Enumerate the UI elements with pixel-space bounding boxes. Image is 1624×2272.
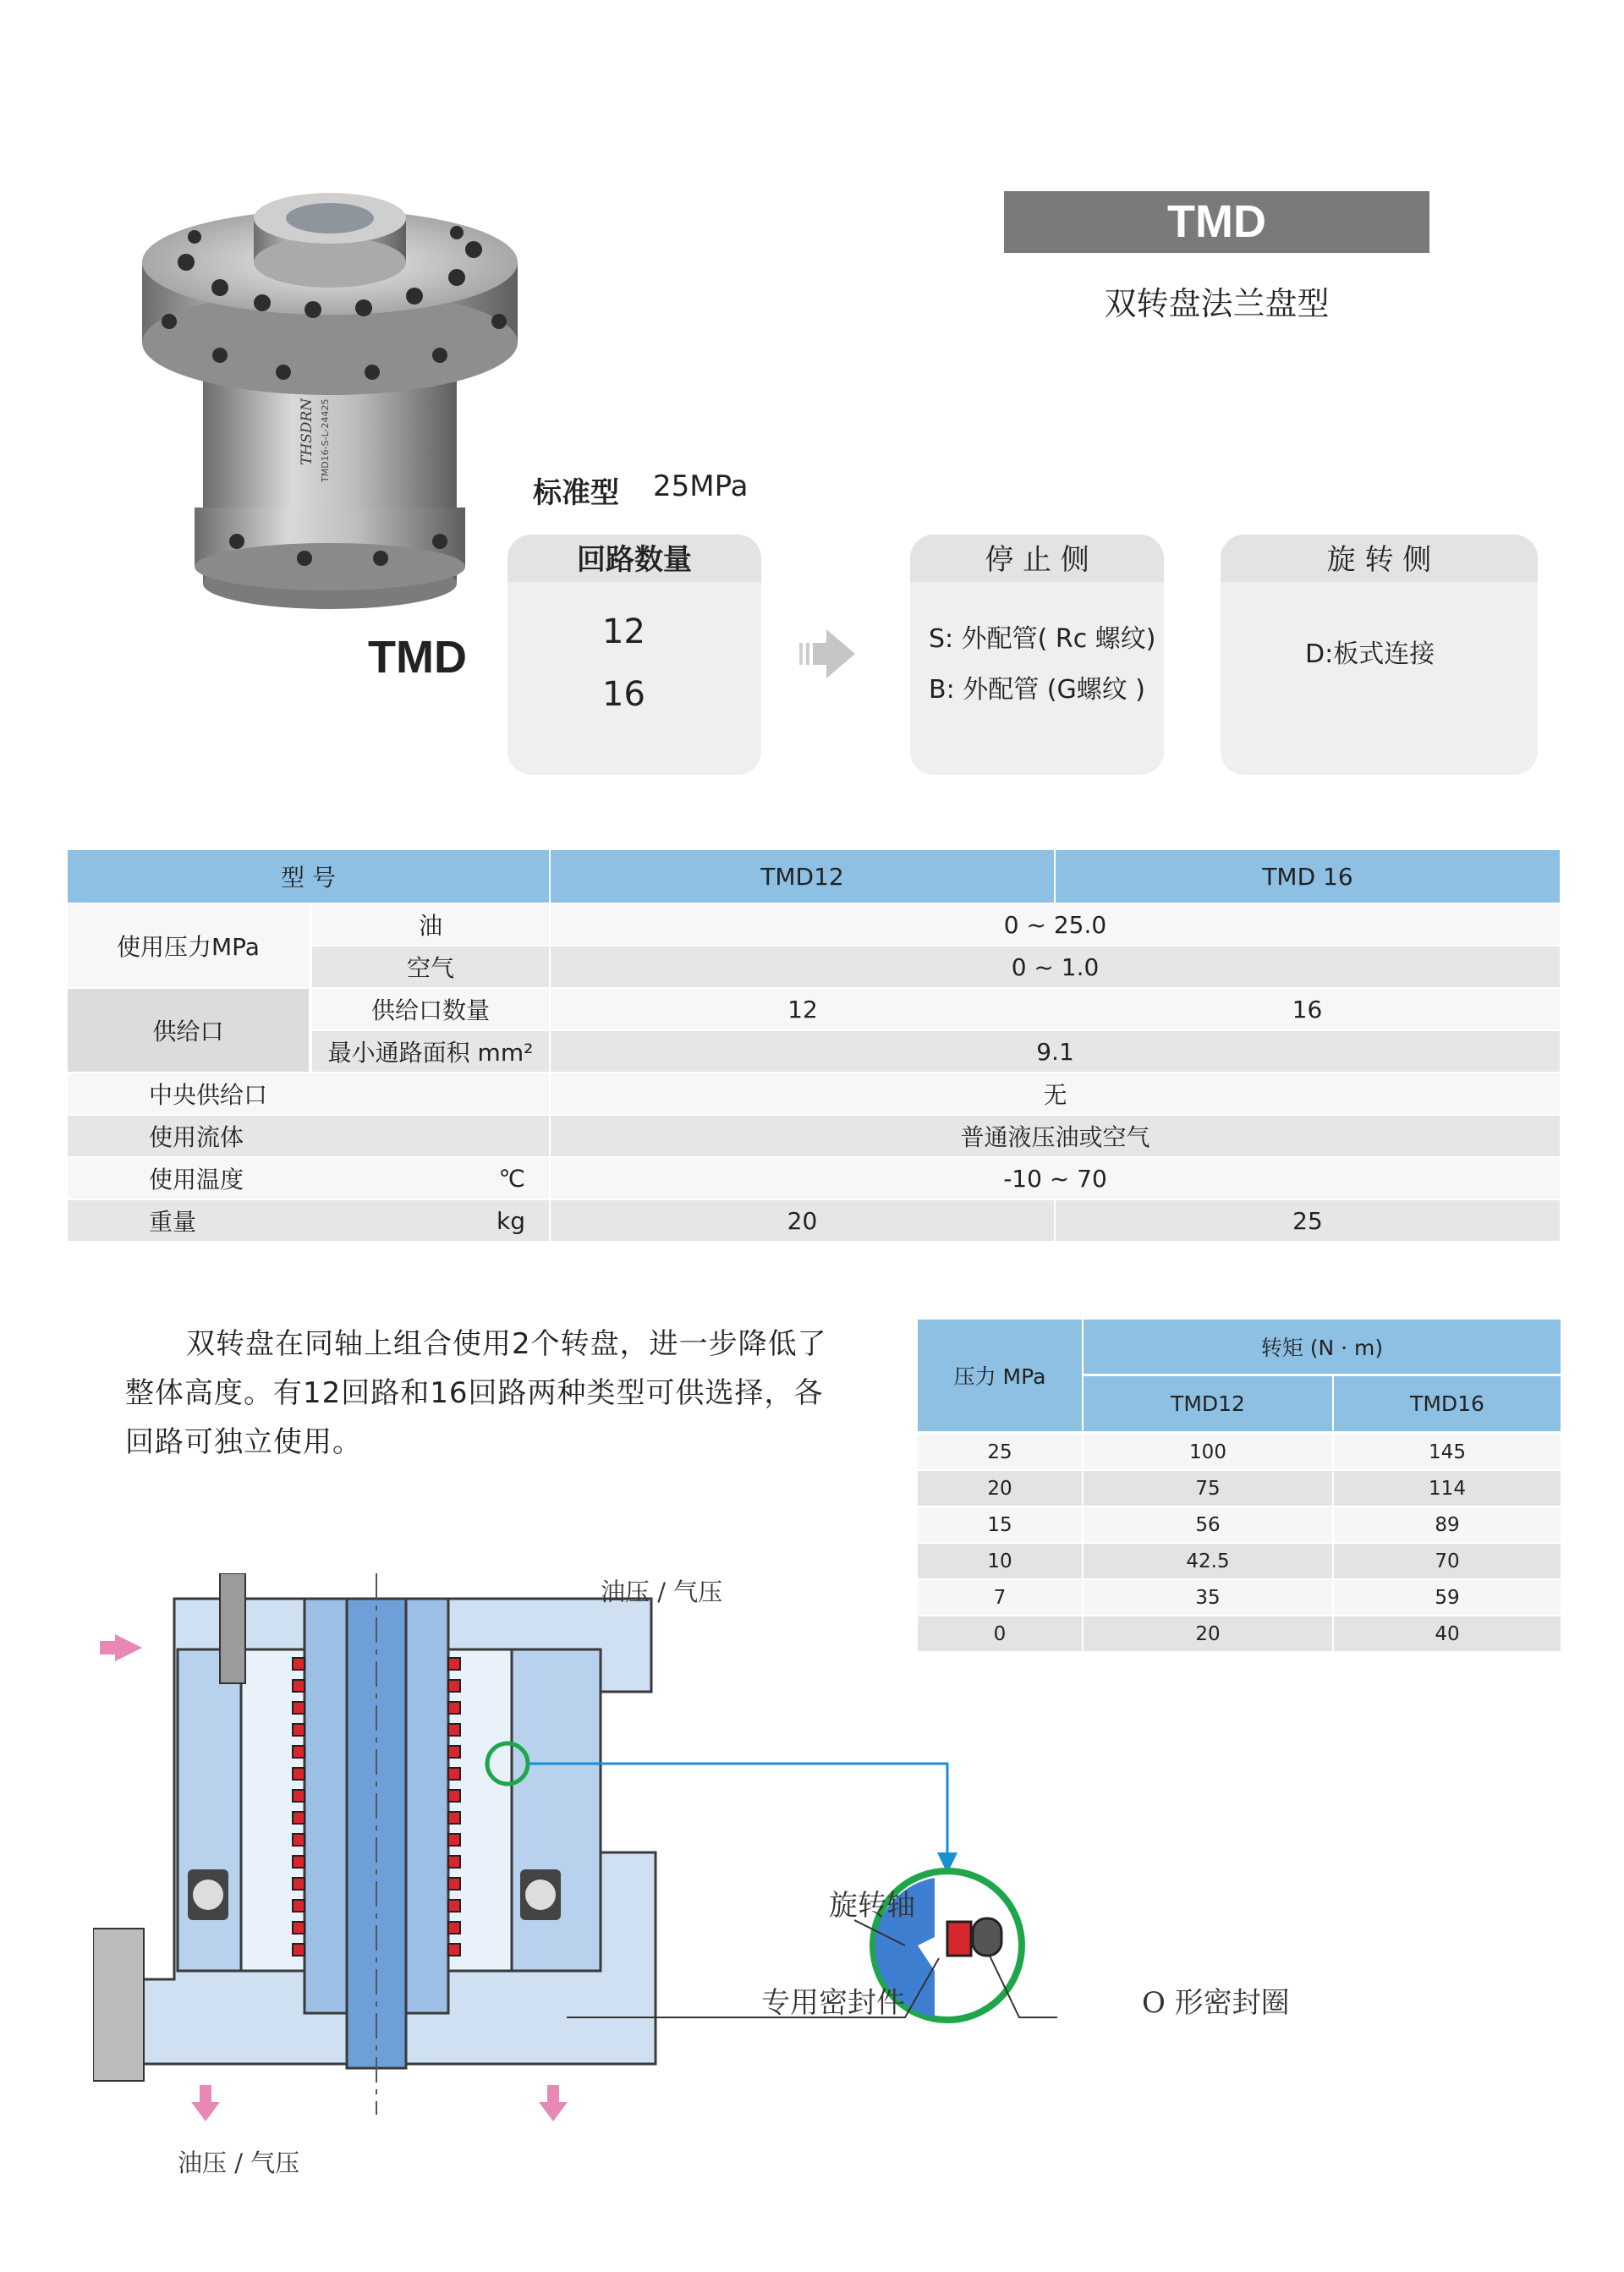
- torque-pressure-cell: 7: [918, 1579, 1083, 1616]
- model-col-tmd12: TMD12: [550, 850, 1055, 903]
- torque-tmd16-cell: 145: [1333, 1433, 1561, 1470]
- supply-count-tmd12: 12: [550, 988, 1055, 1030]
- seal-mark: [293, 1922, 304, 1934]
- circuit-option-12: 12: [602, 612, 645, 651]
- table-row: [918, 1433, 1561, 1470]
- model-col-tmd16: TMD 16: [1055, 850, 1560, 903]
- outlet-arrow-right-icon: [539, 2085, 568, 2121]
- product-code-banner: TMD: [1004, 191, 1429, 253]
- rotating-side-title: 旋 转 侧: [1221, 535, 1538, 582]
- stop-option-b: B: 外配管 (G螺纹 ): [929, 675, 1145, 705]
- seal-mark: [293, 1944, 304, 1956]
- arrow-right-icon: [799, 624, 859, 687]
- spec-table: [68, 850, 1560, 1243]
- stop-option-s: S: 外配管( Rc 螺纹): [929, 624, 1156, 654]
- seal-mark: [448, 1790, 460, 1802]
- weight-label: 重量: [68, 1199, 310, 1242]
- torque-tmd12-cell: 42.5: [1083, 1543, 1333, 1579]
- standard-type-label: 标准型: [533, 476, 619, 510]
- torque-tmd12-cell: 56: [1083, 1506, 1333, 1543]
- torque-tmd16-cell: 59: [1333, 1579, 1561, 1616]
- fluid-label: 使用流体: [68, 1115, 550, 1157]
- seal-mark: [448, 1680, 460, 1692]
- min-area-label: 最小通路面积 mm²: [310, 1030, 550, 1073]
- table-row: [68, 1157, 1560, 1199]
- seal-mark: [293, 1856, 304, 1868]
- supply-count-tmd16: 16: [1055, 988, 1560, 1030]
- table-row: [68, 988, 1560, 1030]
- fluid-value: 普通液压油或空气: [550, 1115, 1560, 1157]
- seal-mark: [448, 1856, 460, 1868]
- supply-count-label: 供给口数量: [310, 988, 550, 1030]
- table-row: [68, 903, 1560, 946]
- seal-mark: [448, 1944, 460, 1956]
- rotating-shaft-label: 旋转轴: [829, 1889, 915, 1923]
- rotate-option-d: D:板式连接: [1305, 639, 1435, 669]
- seal-mark: [293, 1900, 304, 1912]
- seal-mark: [448, 1768, 460, 1780]
- torque-tmd16-cell: 89: [1333, 1506, 1561, 1543]
- part-number: TMD16-S-L-24425: [320, 398, 331, 482]
- seal-mark: [448, 1702, 460, 1714]
- torque-pressure-cell: 15: [918, 1506, 1083, 1543]
- model-header: 型 号: [68, 850, 550, 903]
- seal-mark: [293, 1702, 304, 1714]
- pressure-label: 使用压力MPa: [68, 903, 310, 988]
- seal-mark: [448, 1812, 460, 1824]
- standard-pressure: 25MPa: [653, 469, 749, 503]
- temperature-value: -10 ~ 70: [550, 1157, 1560, 1199]
- seal-mark: [293, 1658, 304, 1670]
- spec-header-row: [68, 850, 1560, 903]
- seal-mark: [293, 1724, 304, 1736]
- seal-mark: [448, 1900, 460, 1912]
- table-row: [918, 1470, 1561, 1506]
- cross-section-diagram: [93, 1573, 1362, 2182]
- circuit-count-box: [508, 535, 761, 775]
- seal-mark: [448, 1922, 460, 1934]
- torque-header: 转矩 (N · m): [1083, 1320, 1561, 1375]
- torque-pressure-cell: 25: [918, 1433, 1083, 1470]
- torque-tmd12-cell: 20: [1083, 1616, 1333, 1652]
- seal-mark: [293, 1834, 304, 1846]
- torque-pressure-cell: 10: [918, 1543, 1083, 1579]
- central-port-label: 中央供给口: [68, 1073, 550, 1115]
- circuit-count-title: 回路数量: [508, 535, 761, 582]
- central-port-value: 无: [550, 1073, 1560, 1115]
- circuit-option-16: 16: [602, 675, 645, 714]
- seal-mark: [448, 1658, 460, 1670]
- table-row: [68, 1073, 1560, 1115]
- seal-mark: [293, 1878, 304, 1890]
- medium-air: 空气: [310, 946, 550, 988]
- outlet-label: 油压 / 气压: [178, 2149, 300, 2177]
- seal-mark: [293, 1768, 304, 1780]
- seal-mark: [448, 1878, 460, 1890]
- rotating-side-box: [1221, 535, 1538, 775]
- torque-tmd16-cell: 40: [1333, 1616, 1561, 1652]
- medium-oil: 油: [310, 903, 550, 946]
- torque-tmd12-cell: 75: [1083, 1470, 1333, 1506]
- torque-pressure-cell: 20: [918, 1470, 1083, 1506]
- seal-mark: [293, 1790, 304, 1802]
- seal-mark: [293, 1680, 304, 1692]
- table-row: [68, 1115, 1560, 1157]
- seal-mark: [448, 1746, 460, 1758]
- pressure-col-header: 压力 MPa: [918, 1320, 1083, 1433]
- model-code: TMD: [368, 632, 467, 683]
- weight-tmd16: 25: [1055, 1199, 1560, 1242]
- brand-mark: THSDRN: [299, 398, 315, 465]
- cross-section-drawing: [93, 1573, 1362, 2182]
- table-row: [68, 1199, 1560, 1242]
- product-photo: [135, 169, 524, 609]
- weight-tmd12: 20: [550, 1199, 1055, 1242]
- seal-mark: [293, 1746, 304, 1758]
- torque-pressure-cell: 0: [918, 1616, 1083, 1652]
- product-name: 双转盘法兰盘型: [1104, 285, 1330, 322]
- seal-mark: [448, 1834, 460, 1846]
- torque-tmd12-cell: 100: [1083, 1433, 1333, 1470]
- stop-side-box: [910, 535, 1164, 775]
- min-area-value: 9.1: [550, 1030, 1560, 1073]
- seal-mark: [293, 1812, 304, 1824]
- inlet-label: 油压 / 气压: [601, 1578, 723, 1606]
- seal-mark: [448, 1724, 460, 1736]
- oil-pressure-value: 0 ~ 25.0: [550, 903, 1560, 946]
- torque-col-tmd16: TMD16: [1333, 1375, 1561, 1433]
- special-seal-label: 专用密封件: [761, 1986, 905, 2020]
- torque-tmd12-cell: 35: [1083, 1579, 1333, 1616]
- air-pressure-value: 0 ~ 1.0: [550, 946, 1560, 988]
- supply-port-label: 供给口: [68, 988, 310, 1073]
- torque-tmd16-cell: 114: [1333, 1470, 1561, 1506]
- torque-tmd16-cell: 70: [1333, 1543, 1561, 1579]
- temperature-unit: ℃: [310, 1157, 550, 1199]
- product-description: 双转盘在同轴上组合使用2个转盘，进一步降低了整体高度。有12回路和16回路两种类型可供选择，各回路可独立使用。: [125, 1327, 827, 1459]
- temperature-label: 使用温度: [68, 1157, 310, 1199]
- torque-col-tmd12: TMD12: [1083, 1375, 1333, 1433]
- weight-unit: kg: [310, 1199, 550, 1242]
- table-row: [918, 1506, 1561, 1543]
- outlet-arrow-left-icon: [191, 2085, 220, 2121]
- stop-side-title: 停 止 侧: [910, 535, 1164, 582]
- inlet-arrow-left-icon: [100, 1634, 142, 1661]
- o-ring-label: O 形密封圈: [1142, 1986, 1290, 2020]
